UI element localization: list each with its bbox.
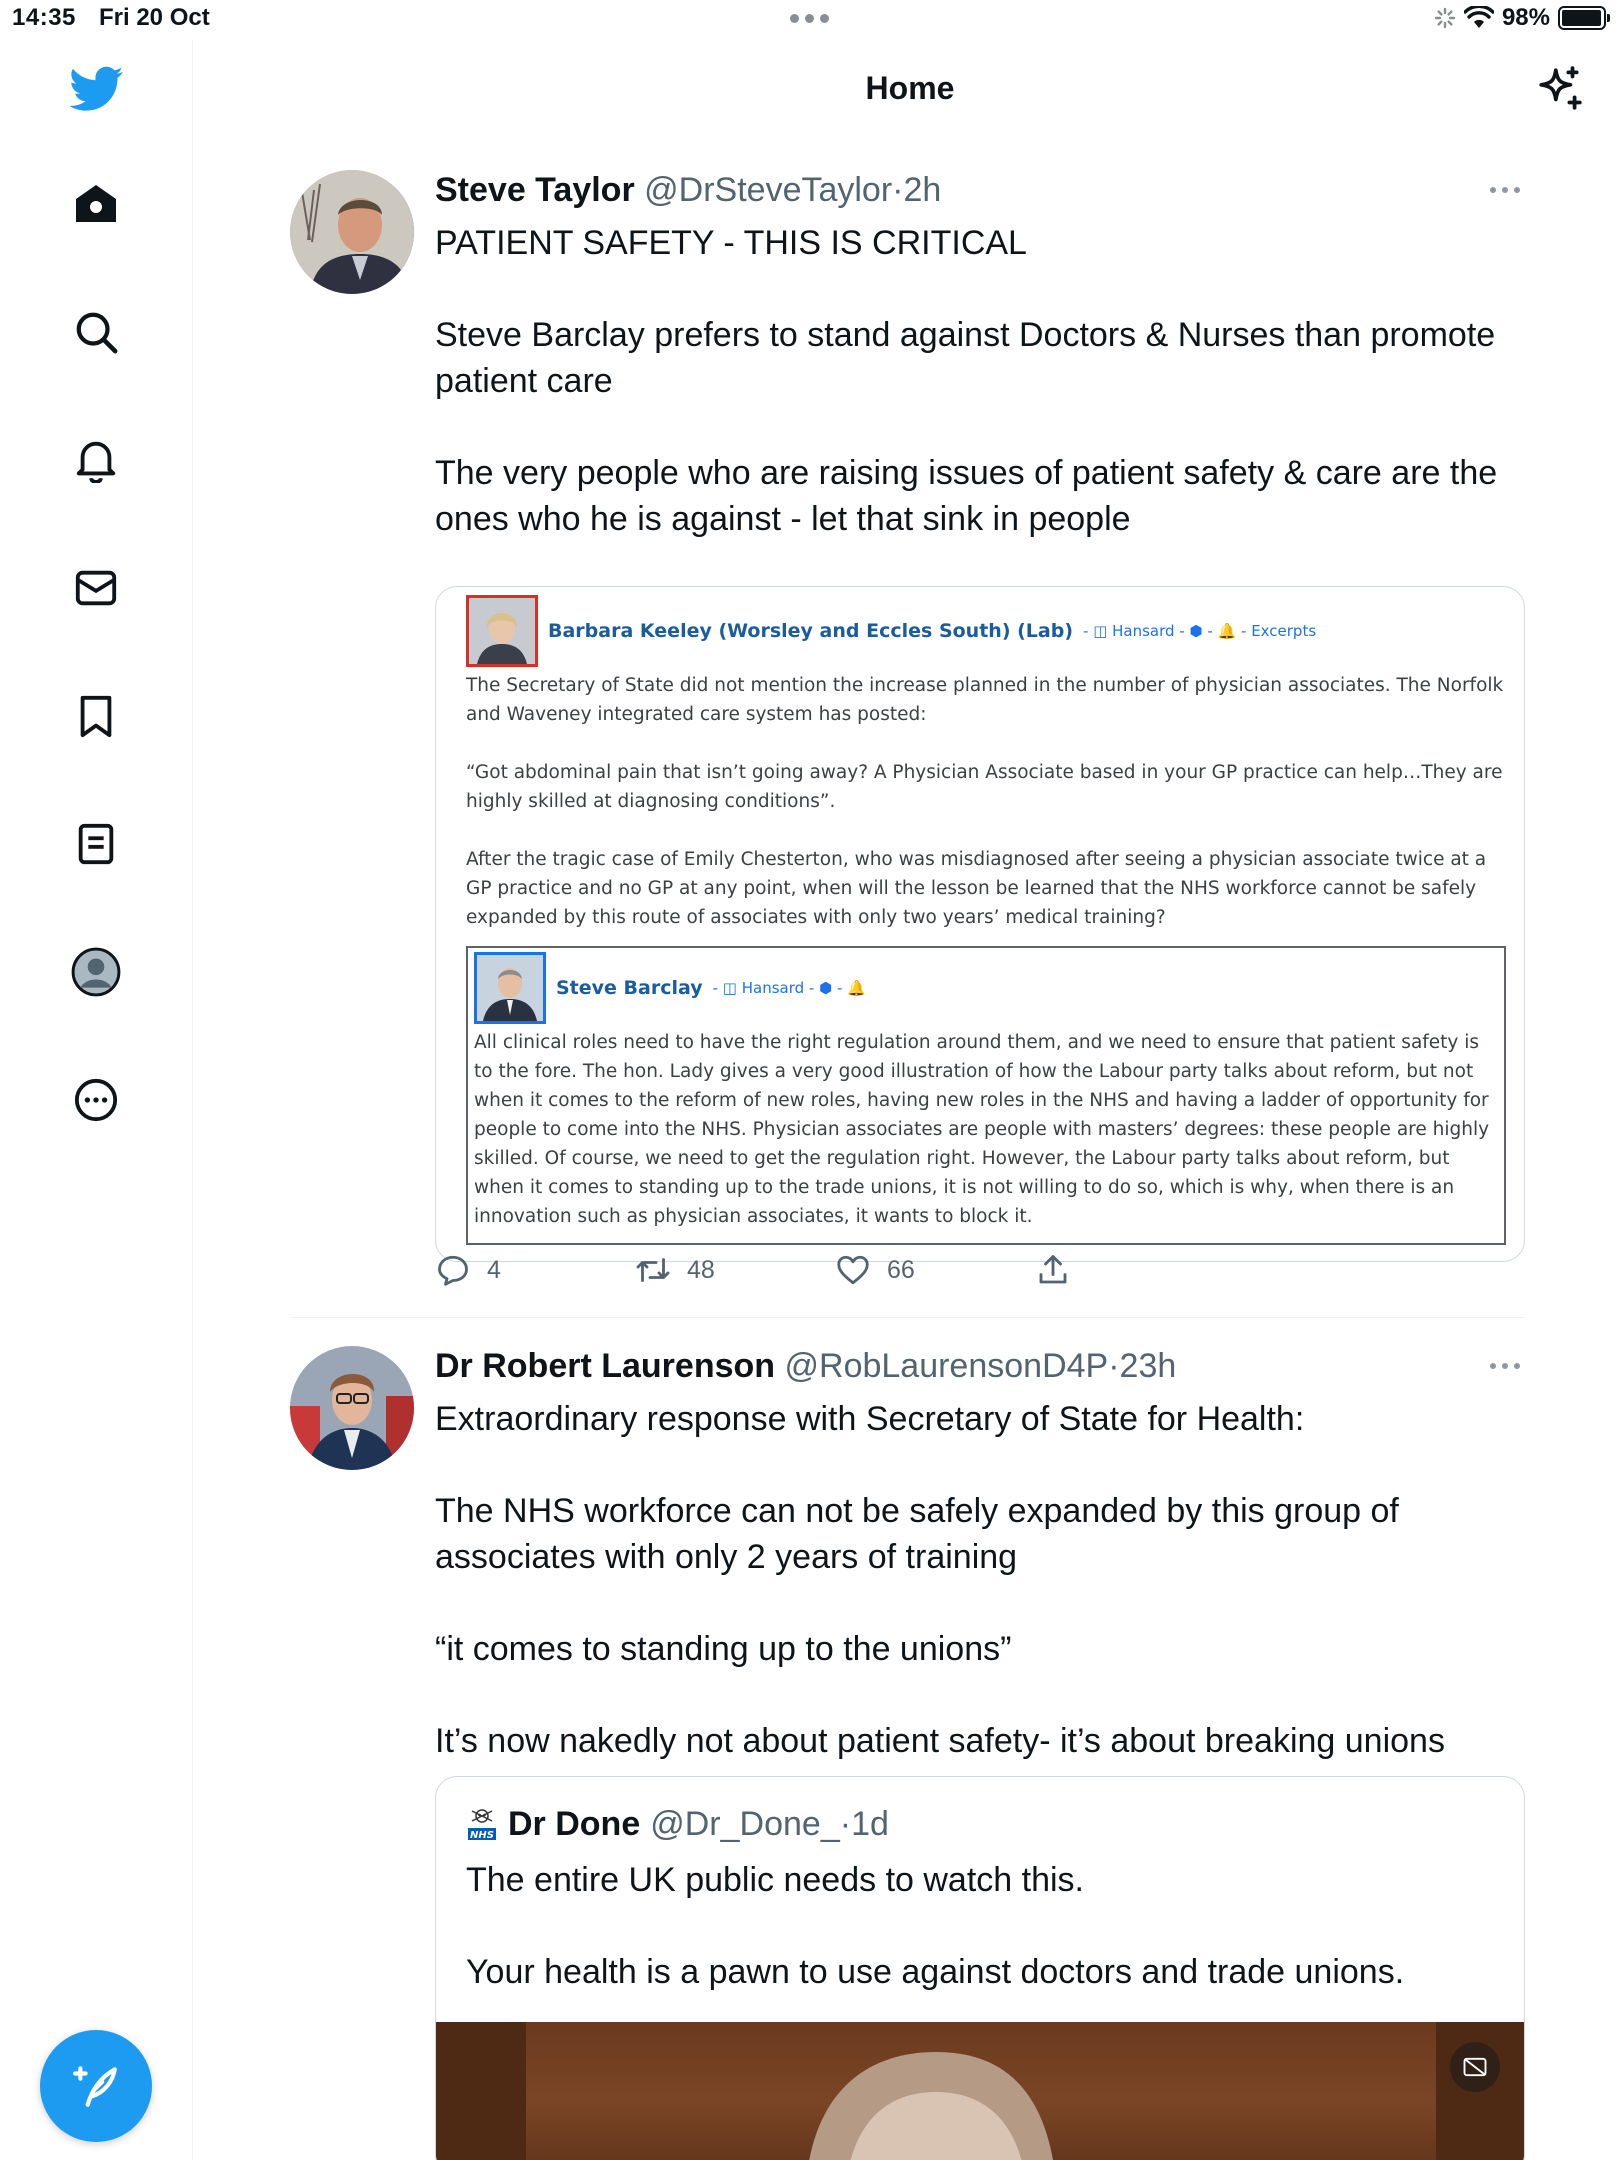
hansard-speaker-name: Steve Barclay	[556, 977, 703, 999]
tweet-paragraph: “it comes to standing up to the unions”	[435, 1630, 1012, 1668]
twitter-logo-icon[interactable]	[70, 66, 124, 112]
reply-icon	[435, 1252, 471, 1288]
reply-button[interactable]	[435, 1252, 635, 1288]
tweet-text	[435, 1396, 1525, 1764]
quote-avatar-icon[interactable]	[466, 1807, 498, 1843]
quote-paragraph: The entire UK public needs to watch this.	[466, 1861, 1084, 1899]
sidebar-item-home[interactable]	[64, 172, 128, 236]
tweet-time[interactable]: 2h	[903, 171, 942, 209]
author-name[interactable]: Steve Taylor	[435, 171, 635, 209]
bookmark-icon	[73, 693, 119, 739]
separator: ·	[892, 171, 904, 209]
hansard-speaker-row	[474, 952, 1496, 1024]
retweet-count: 48	[687, 1255, 715, 1284]
hansard-paragraph: After the tragic case of Emily Chesterton, who was misdiagnosed after seeing a physician associate twice at a GP practice and no GP at any point, when will the lesson be learned that the NHS workforce cannot be safely expanded by this route of associates with only two years’ medical training?	[466, 849, 1487, 928]
multitasking-dots-icon[interactable]	[790, 14, 829, 23]
tweet-body	[435, 1346, 1525, 1764]
speaker-photo	[466, 595, 538, 667]
sidebar-item-explore[interactable]	[64, 300, 128, 364]
heart-icon	[835, 1252, 871, 1288]
avatar-photo	[290, 1346, 414, 1470]
separator: ·	[839, 1805, 852, 1843]
battery-icon	[1558, 6, 1606, 30]
hansard-meta: - ◫ Hansard - ⬢ - 🔔 - Excerpts	[1083, 622, 1317, 640]
video-thumbnail[interactable]	[436, 2022, 1525, 2160]
reply-count: 4	[487, 1255, 501, 1284]
status-bar	[0, 0, 1620, 40]
retweet-icon	[635, 1252, 671, 1288]
sensitive-media-icon[interactable]	[1450, 2042, 1500, 2092]
sidebar-item-bookmarks[interactable]	[64, 684, 128, 748]
tweet-divider	[290, 1317, 1525, 1318]
hansard-paragraph: “Got abdominal pain that isn’t going away? A Physician Associate based in your GP practice can help…They are highly skilled at diagnosing conditions”.	[466, 762, 1503, 812]
hansard-text	[466, 671, 1506, 932]
share-icon: ⬢	[1189, 622, 1203, 640]
tweet-header	[435, 1346, 1525, 1386]
tweet-text	[435, 220, 1525, 542]
like-count: 66	[887, 1255, 915, 1284]
tweet-paragraph: PATIENT SAFETY - THIS IS CRITICAL	[435, 224, 1027, 262]
sidebar-item-profile[interactable]	[64, 940, 128, 1004]
tweet-media-image[interactable]	[435, 586, 1525, 1262]
activity-spinner-icon	[1434, 7, 1456, 29]
hansard-speaker-row	[466, 595, 1506, 667]
tweet-body	[435, 170, 1525, 542]
bell-alert-icon: 🔔	[847, 979, 866, 997]
tweet-paragraph: Steve Barclay prefers to stand against Doctors & Nurses than promote patient care	[435, 316, 1496, 400]
search-icon	[73, 309, 119, 355]
tweet[interactable]	[290, 1346, 1525, 2160]
tweet[interactable]	[290, 170, 1525, 1320]
quote-text	[466, 1857, 1506, 1995]
tweet-more-icon[interactable]	[1485, 182, 1525, 198]
tweet-time[interactable]: 23h	[1119, 1347, 1177, 1385]
quote-author-handle[interactable]: @Dr_Done_	[650, 1805, 840, 1843]
sidebar-item-more[interactable]	[64, 1068, 128, 1132]
page-title: Home	[865, 70, 955, 106]
quote-tweet[interactable]	[435, 1776, 1525, 2160]
hansard-screenshot	[466, 587, 1506, 1245]
mail-icon	[73, 565, 119, 611]
sidebar-item-messages[interactable]	[64, 556, 128, 620]
hansard-reply-text: All clinical roles need to have the right regulation around them, and we need to ensure that patient safety is to the fore. The hon. Lady gives a very good illustration of how the Labour party talks about reform, but not when it comes to the reform of new roles, having new roles in the NHS and having a ladder of opportunity for people to come into the NHS. Physician associates are people with masters’ degrees: these people are highly skilled. Of course, we need to get the regulation right. However, the Labour party talks about reform, but when it comes to standing up to the trade unions, it is not willing to do so, which is why, when there is an innovation such as physician associates, it wants to block it.	[474, 1032, 1490, 1227]
author-name[interactable]: Dr Robert Laurenson	[435, 1347, 776, 1385]
tweet-paragraph: The very people who are raising issues of patient safety & care are the ones who he is against - let that sink in people	[435, 454, 1498, 538]
status-indicators	[1434, 4, 1606, 32]
video-frame	[436, 2022, 1525, 2160]
separator: ·	[1108, 1347, 1120, 1385]
svg-text:NHS: NHS	[470, 1829, 494, 1841]
bell-alert-icon: 🔔	[1217, 622, 1237, 640]
share-icon: ⬢	[819, 979, 833, 997]
sidebar-item-notifications[interactable]	[64, 428, 128, 492]
quote-paragraph: Your health is a pawn to use against doctors and trade unions.	[466, 1953, 1405, 1991]
sparkle-icon[interactable]	[1535, 64, 1585, 114]
quote-header	[466, 1805, 889, 1844]
compose-tweet-button[interactable]	[40, 2030, 152, 2142]
avatar[interactable]	[290, 1346, 414, 1470]
share-upload-icon	[1035, 1252, 1071, 1288]
status-time: 14:35	[12, 4, 76, 31]
tweet-paragraph: It’s now nakedly not about patient safety- it’s about breaking unions	[435, 1722, 1445, 1760]
lists-icon	[73, 821, 119, 867]
like-button[interactable]	[835, 1252, 1035, 1288]
profile-icon	[71, 947, 121, 997]
author-handle[interactable]: @DrSteveTaylor	[644, 171, 893, 209]
retweet-button[interactable]	[635, 1252, 835, 1288]
tweet-paragraph: The NHS workforce can not be safely expanded by this group of associates with only 2 years of training	[435, 1492, 1399, 1576]
hansard-paragraph: The Secretary of State did not mention the increase planned in the number of physician associates. The Norfolk and Waveney integrated care system has posted:	[466, 675, 1504, 725]
hansard-speaker-name: Barbara Keeley (Worsley and Eccles South) (Lab)	[548, 620, 1074, 642]
tweet-more-icon[interactable]	[1485, 1358, 1525, 1374]
avatar[interactable]	[290, 170, 414, 294]
tweet-header	[435, 170, 1525, 210]
avatar-photo	[290, 170, 414, 294]
compose-feather-icon	[71, 2061, 121, 2111]
tweet-actions	[435, 1252, 1235, 1288]
hansard-meta: - ◫ Hansard - ⬢ - 🔔	[712, 979, 866, 997]
tweet-paragraph: Extraordinary response with Secretary of State for Health:	[435, 1400, 1305, 1438]
author-handle[interactable]: @RobLaurensonD4P	[784, 1347, 1109, 1385]
home-icon	[72, 180, 120, 228]
status-date: Fri 20 Oct	[99, 4, 210, 31]
share-button[interactable]	[1035, 1252, 1235, 1288]
battery-percent: 98%	[1501, 4, 1550, 31]
quote-author-name[interactable]: Dr Done	[508, 1805, 641, 1843]
sidebar	[0, 40, 193, 2160]
bell-icon	[73, 437, 119, 483]
wifi-icon	[1464, 6, 1494, 30]
more-icon	[73, 1077, 119, 1123]
sidebar-item-lists[interactable]	[64, 812, 128, 876]
quote-time[interactable]: 1d	[851, 1805, 889, 1843]
hansard-reply-box	[466, 946, 1506, 1245]
speaker-photo	[474, 952, 546, 1024]
